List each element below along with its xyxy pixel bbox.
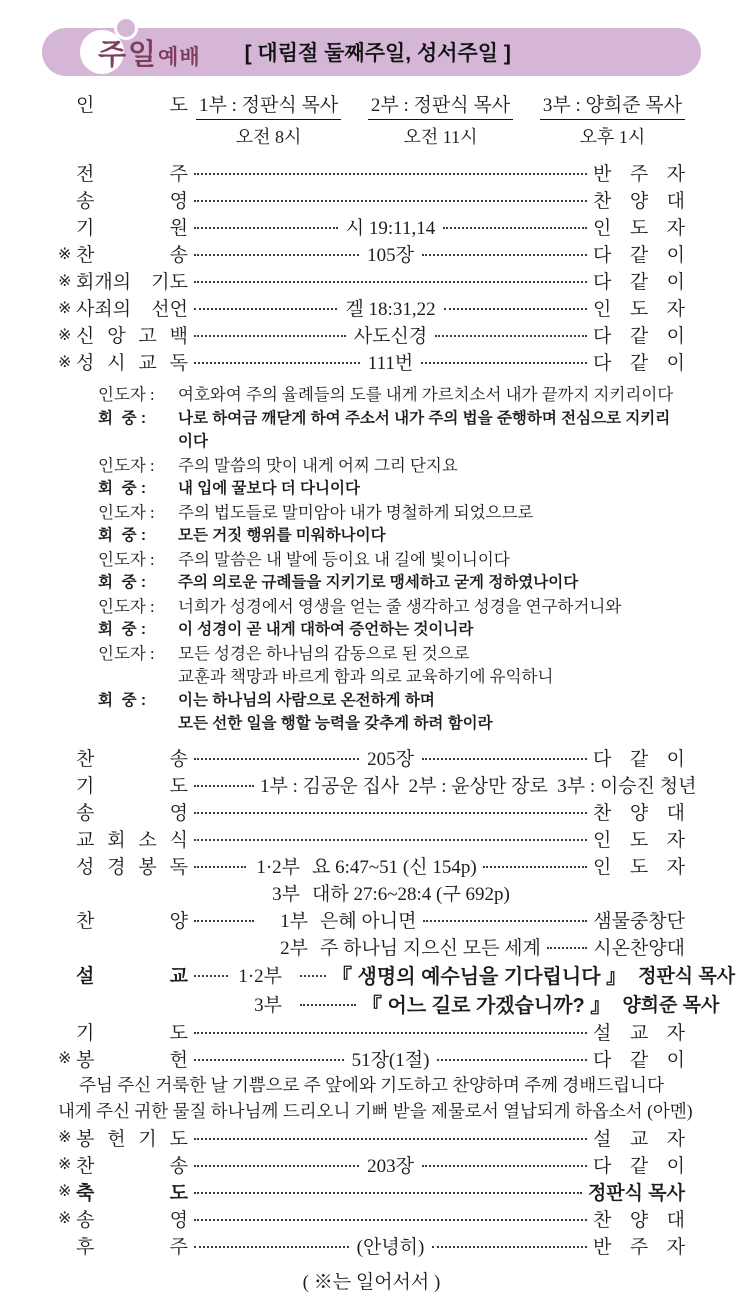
prayer-leaders-row bbox=[58, 771, 697, 798]
responsive-reading bbox=[98, 383, 685, 736]
order-item-detail: 205장 bbox=[367, 748, 414, 770]
order-item-performer: 샘물중창단 bbox=[593, 910, 685, 932]
order-item-detail: 203장 bbox=[367, 1155, 414, 1177]
order-item-label: 사죄의 선언 bbox=[76, 299, 188, 320]
dotted-leader bbox=[194, 1219, 587, 1221]
sermon-title: 『 생명의 예수님을 기다립니다 』 bbox=[332, 965, 627, 988]
order-item-label: 전 주 bbox=[76, 164, 188, 185]
order-item-label: 봉 헌 bbox=[76, 1049, 188, 1071]
dotted-leader bbox=[194, 362, 360, 364]
order-item-performer: 다 같 이 bbox=[593, 1155, 686, 1177]
service-part bbox=[196, 90, 341, 149]
order-row bbox=[58, 798, 685, 825]
order-item-performer: 다 같 이 bbox=[593, 272, 685, 293]
reading-line bbox=[98, 501, 685, 525]
reading-text: 교훈과 책망과 바르게 함과 의로 교육하기에 유익하니 bbox=[178, 667, 554, 686]
service-part-tag: 3부 bbox=[272, 883, 300, 905]
order-item-label: 찬 양 bbox=[76, 910, 188, 932]
order-item-performer: 다 같 이 bbox=[593, 1049, 685, 1071]
order-row bbox=[58, 744, 685, 771]
order-item-performer: 인 도 자 bbox=[593, 856, 685, 878]
reading-speaker: 인도자 : bbox=[98, 596, 159, 616]
dotted-leader bbox=[194, 812, 587, 814]
standing-marker: ※ bbox=[58, 1156, 72, 1173]
order-item-label: 성 시 교 독 bbox=[76, 353, 188, 374]
dotted-leader bbox=[194, 254, 359, 256]
dotted-leader bbox=[422, 254, 587, 256]
reading-speaker: 회 중 : bbox=[98, 409, 151, 427]
order-item-label: 회개의 기도 bbox=[76, 272, 188, 293]
order-item-performer: 정판식 목사 bbox=[587, 1182, 685, 1204]
reading-speaker: 회 중 : bbox=[98, 574, 151, 591]
order-item-label: 송 영 bbox=[76, 802, 188, 824]
order-item-label: 찬 송 bbox=[76, 1155, 188, 1177]
service-leaders-row bbox=[58, 90, 685, 149]
order-row bbox=[58, 213, 685, 240]
page-title-main: 주일 bbox=[98, 38, 159, 71]
reading-line bbox=[98, 454, 685, 478]
reading-text: 이는 하나님의 사람으로 온전하게 하며 bbox=[178, 691, 435, 709]
scripture-reading-row bbox=[58, 852, 685, 879]
dotted-leader bbox=[194, 308, 337, 310]
standing-marker: ※ bbox=[58, 326, 72, 344]
order-item-performer: 다 같 이 bbox=[593, 245, 686, 266]
order-item-detail: 겔 18:31,22 bbox=[345, 299, 436, 320]
reading-line bbox=[98, 665, 685, 689]
reading-line bbox=[98, 407, 685, 454]
order-item-label: 기 도 bbox=[76, 775, 188, 797]
order-item-performer: 다 같 이 bbox=[593, 353, 686, 374]
offering-prayer-line: 주님 주신 거룩한 날 기쁨으로 주 앞에와 기도하고 찬양하며 주께 경배드립니다 bbox=[79, 1074, 664, 1095]
order-item-detail: 51장(1절) bbox=[351, 1049, 430, 1071]
order-item-detail: 시 19:11,14 bbox=[345, 218, 436, 239]
sermon-title: 『 어느 길로 가겠습니까? 』 bbox=[362, 994, 611, 1017]
reading-text: 모든 성경은 하나님의 감동으로 된 것으로 bbox=[178, 643, 470, 663]
order-row bbox=[58, 825, 685, 852]
standing-marker: ※ bbox=[58, 299, 72, 317]
dotted-leader bbox=[194, 975, 228, 977]
dotted-leader bbox=[194, 1165, 359, 1167]
dotted-leader bbox=[194, 1192, 582, 1194]
service-part-leader: 1부 : 정판식 목사 bbox=[196, 90, 341, 120]
header-banner bbox=[42, 28, 701, 76]
leaders-row-label: 인 도 bbox=[76, 95, 188, 116]
order-item-performer: 설 교 자 bbox=[593, 1022, 685, 1044]
order-item-label: 후 주 bbox=[76, 1236, 188, 1258]
standing-marker: ※ bbox=[58, 272, 72, 290]
anthem-row-part2 bbox=[58, 933, 685, 960]
order-row bbox=[58, 348, 685, 375]
dotted-leader bbox=[194, 227, 338, 229]
order-row bbox=[58, 240, 685, 267]
service-part-leader: 2부 : 정판식 목사 bbox=[368, 90, 513, 120]
service-part bbox=[540, 90, 685, 149]
order-row bbox=[58, 1151, 685, 1178]
dotted-leader bbox=[194, 785, 254, 787]
dotted-leader bbox=[422, 758, 587, 760]
reading-text: 모든 선한 일을 행할 능력을 갖추게 하려 함이라 bbox=[178, 715, 493, 732]
dotted-leader bbox=[194, 1246, 349, 1248]
offering-prayer-line: 내게 주신 귀한 물질 하나님께 드리오니 기뻐 받을 제물로서 열납되게 하옵소서 (아멘) bbox=[58, 1100, 693, 1121]
dotted-leader bbox=[194, 281, 587, 283]
bulletin-page bbox=[0, 28, 743, 1293]
order-item-label: 송 영 bbox=[76, 1209, 188, 1231]
order-row bbox=[58, 1232, 685, 1259]
service-part-tag: 3부 bbox=[254, 994, 282, 1016]
order-item-label: 기 원 bbox=[76, 218, 188, 239]
order-item-performer: 찬 양 대 bbox=[593, 191, 685, 212]
standing-marker: ※ bbox=[58, 1129, 72, 1146]
anthem-song-title: 주 하나님 지으신 모든 세계 bbox=[320, 937, 541, 959]
order-row bbox=[58, 1205, 685, 1232]
reading-speaker: 회 중 : bbox=[98, 621, 151, 638]
page-title-sub: 예배 bbox=[158, 45, 201, 69]
reading-line bbox=[98, 524, 685, 548]
dotted-leader bbox=[444, 308, 587, 310]
reading-speaker: 인도자 : bbox=[98, 549, 159, 569]
reading-text: 여호와여 주의 율례들의 도를 내게 가르치소서 내가 끝까지 지키리이다 bbox=[178, 385, 674, 404]
dotted-leader bbox=[432, 1246, 587, 1248]
reading-line bbox=[98, 618, 685, 642]
order-row bbox=[58, 1178, 685, 1205]
dotted-leader bbox=[194, 1032, 587, 1034]
reading-line bbox=[98, 383, 685, 407]
dotted-leader bbox=[483, 866, 587, 868]
dotted-leader bbox=[194, 758, 359, 760]
order-row bbox=[58, 1124, 685, 1151]
sermon-preacher: 양희준 목사 bbox=[622, 994, 720, 1016]
order-row bbox=[58, 1018, 685, 1045]
dotted-leader bbox=[443, 227, 587, 229]
dotted-leader bbox=[437, 1059, 587, 1061]
reading-line bbox=[98, 642, 685, 666]
dotted-leader bbox=[194, 173, 587, 175]
reading-text: 너희가 성경에서 영생을 얻는 줄 생각하고 성경을 연구하거니와 bbox=[178, 596, 622, 616]
prayer-leaders-names: 1부 : 김공운 집사 2부 : 윤상만 장로 3부 : 이승진 청년 bbox=[260, 775, 697, 797]
standing-marker: ※ bbox=[58, 1050, 72, 1067]
service-part-tag: 1부 bbox=[280, 910, 308, 932]
order-item-performer: 시온찬양대 bbox=[593, 937, 685, 959]
order-item-label: 성 경 봉 독 bbox=[76, 856, 188, 878]
service-part-time: 오전 11시 bbox=[403, 127, 478, 147]
dotted-leader bbox=[194, 1059, 344, 1061]
order-row bbox=[58, 321, 685, 348]
dotted-leader bbox=[421, 362, 587, 364]
order-item-performer: 다 같 이 bbox=[593, 326, 686, 347]
dotted-leader bbox=[194, 1138, 587, 1140]
reading-line bbox=[98, 712, 685, 736]
order-row bbox=[58, 294, 685, 321]
reading-speaker: 회 중 : bbox=[98, 480, 151, 497]
dotted-leader bbox=[194, 920, 254, 922]
dotted-leader bbox=[300, 1004, 356, 1006]
dotted-leader bbox=[194, 335, 346, 337]
sermon-preacher: 정판식 목사 bbox=[638, 965, 736, 987]
reading-text: 주의 법도들로 말미암아 내가 명철하게 되었으므로 bbox=[178, 502, 534, 522]
order-item-label: 찬 송 bbox=[76, 245, 188, 266]
order-row bbox=[58, 1045, 685, 1072]
standing-marker: ※ bbox=[58, 1210, 72, 1227]
scripture-reference: 요 6:47~51 (신 154p) bbox=[312, 856, 477, 878]
order-item-performer: 반 주 자 bbox=[593, 164, 685, 185]
order-item-performer: 반 주 자 bbox=[593, 1236, 685, 1258]
reading-line bbox=[98, 571, 685, 595]
order-row bbox=[58, 159, 685, 186]
reading-text: 주의 말씀은 내 발에 등이요 내 길에 빛이니이다 bbox=[178, 549, 510, 569]
reading-text: 모든 거짓 행위를 미워하나이다 bbox=[178, 527, 386, 544]
standing-note: ( ※는 일어서서 ) bbox=[302, 1271, 441, 1293]
order-item-performer: 인 도 자 bbox=[593, 829, 685, 851]
reading-speaker: 인도자 : bbox=[98, 455, 159, 475]
sermon-row bbox=[58, 960, 736, 989]
order-item-label: 봉 헌 기 도 bbox=[76, 1128, 188, 1150]
order-item-detail: 111번 bbox=[367, 353, 414, 374]
service-parts bbox=[196, 90, 685, 149]
reading-text: 내 입에 꿀보다 더 다니이다 bbox=[178, 480, 360, 497]
service-part-leader: 3부 : 양희준 목사 bbox=[540, 90, 685, 120]
service-part-tag: 1·2부 bbox=[238, 965, 282, 987]
dotted-leader bbox=[194, 839, 587, 841]
reading-line bbox=[98, 477, 685, 501]
order-item-label: 교 회 소 식 bbox=[76, 829, 188, 851]
service-part bbox=[368, 90, 513, 149]
service-part-tag: 1·2부 bbox=[256, 856, 300, 878]
order-item-performer: 설 교 자 bbox=[593, 1128, 685, 1150]
service-part-tag: 2부 bbox=[280, 937, 308, 959]
reading-speaker: 인도자 : bbox=[98, 502, 159, 522]
anthem-row bbox=[58, 906, 685, 933]
order-item-performer: 찬 양 대 bbox=[593, 802, 685, 824]
reading-speaker: 인도자 : bbox=[98, 643, 159, 663]
reading-text: 나로 하여금 깨닫게 하여 주소서 내가 주의 법을 준행하며 전심으로 지키리이다 bbox=[178, 409, 671, 450]
page-title bbox=[98, 32, 201, 73]
order-item-detail: 105장 bbox=[367, 245, 414, 266]
order-item-label: 설 교 bbox=[76, 965, 188, 987]
dotted-leader bbox=[435, 335, 587, 337]
scripture-reading-row-part3 bbox=[58, 879, 685, 906]
order-item-label: 찬 송 bbox=[76, 748, 188, 770]
sunday-designation: [ 대림절 둘째주일, 성서주일 ] bbox=[244, 42, 511, 65]
reading-line bbox=[98, 548, 685, 572]
dotted-leader bbox=[547, 947, 587, 949]
dotted-leader bbox=[423, 920, 587, 922]
reading-speaker: 인도자 : bbox=[98, 385, 159, 404]
order-item-performer: 찬 양 대 bbox=[593, 1209, 685, 1231]
reading-line bbox=[98, 595, 685, 619]
order-of-worship bbox=[58, 159, 736, 1259]
order-row bbox=[58, 267, 685, 294]
order-item-label: 축 도 bbox=[76, 1182, 188, 1204]
order-row bbox=[58, 186, 685, 213]
order-item-label: 송 영 bbox=[76, 191, 188, 212]
dotted-leader bbox=[194, 200, 587, 202]
order-item-label: 기 도 bbox=[76, 1022, 188, 1044]
scripture-reference: 대하 27:6~28:4 (구 692p) bbox=[312, 883, 510, 905]
order-item-performer: 인 도 자 bbox=[593, 218, 685, 239]
standing-marker: ※ bbox=[58, 245, 72, 263]
dotted-leader bbox=[194, 866, 246, 868]
reading-text: 이 성경이 곧 내게 대하여 증언하는 것이니라 bbox=[178, 621, 474, 638]
order-item-performer: 인 도 자 bbox=[593, 299, 686, 320]
anthem-song-title: 은혜 아니면 bbox=[320, 910, 417, 932]
reading-speaker: 회 중 : bbox=[98, 691, 151, 709]
standing-marker: ※ bbox=[58, 1183, 72, 1200]
reading-line bbox=[98, 689, 685, 713]
standing-marker: ※ bbox=[58, 353, 72, 371]
service-part-time: 오후 1시 bbox=[579, 127, 646, 147]
order-item-detail: (안녕히) bbox=[356, 1236, 425, 1258]
order-item-label: 신 앙 고 백 bbox=[76, 326, 188, 347]
dotted-leader bbox=[300, 975, 326, 977]
sermon-row-part3 bbox=[58, 989, 720, 1018]
order-item-detail: 사도신경 bbox=[353, 326, 428, 347]
dotted-leader bbox=[422, 1165, 587, 1167]
reading-text: 주의 말씀의 맛이 내게 어찌 그리 단지요 bbox=[178, 455, 458, 475]
service-part-time: 오전 8시 bbox=[235, 127, 302, 147]
reading-text: 주의 의로운 규례들을 지키기로 맹세하고 굳게 정하였나이다 bbox=[178, 574, 579, 591]
order-item-performer: 다 같 이 bbox=[593, 748, 686, 770]
reading-speaker: 회 중 : bbox=[98, 527, 151, 544]
